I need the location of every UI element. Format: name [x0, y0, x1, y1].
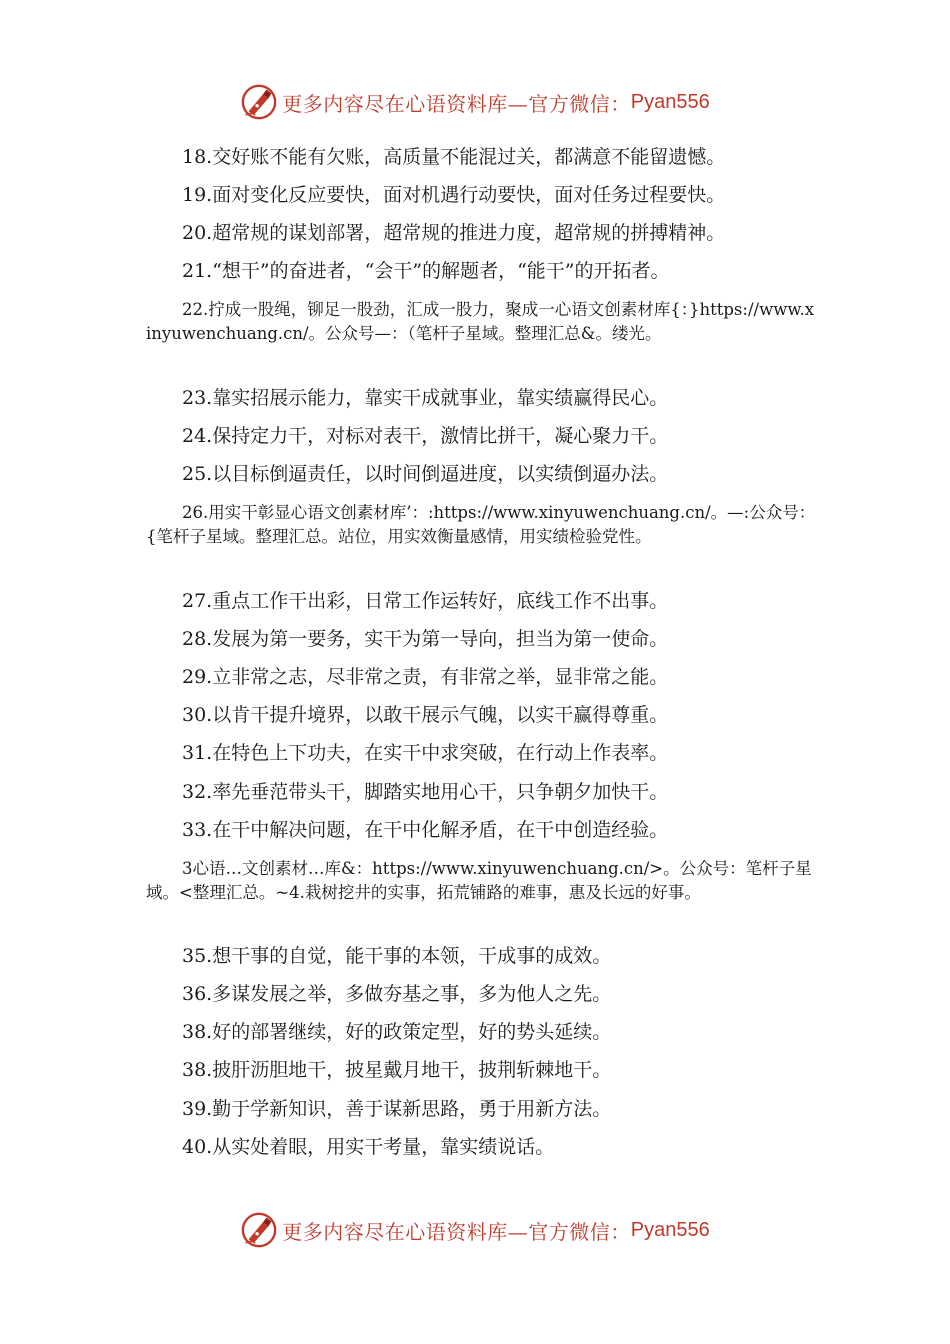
list-item: 35.想干事的自觉，能干事的本领，干成事的成效。	[182, 945, 612, 967]
list-item: 18.交好账不能有欠账，高质量不能混过关，都满意不能留遗憾。	[182, 146, 726, 168]
list-item: 36.多谋发展之举，多做夯基之事，多为他人之先。	[182, 983, 612, 1005]
list-item: 29.立非常之志，尽非常之责，有非常之举，显非常之能。	[182, 666, 669, 688]
list-item: 38.披肝沥胆地干，披星戴月地干，披荆斩棘地干。	[182, 1059, 612, 1081]
list-item: 25.以目标倒逼责任，以时间倒逼进度，以实绩倒逼办法。	[182, 463, 669, 485]
pen-nib-circle-icon	[240, 1211, 278, 1249]
list-item: 40.从实处着眼，用实干考量，靠实绩说话。	[182, 1136, 555, 1158]
list-item: 31.在特色上下功夫，在实干中求突破，在行动上作表率。	[182, 742, 669, 764]
list-item: 21.“想干”的奋进者，“会干”的解题者，“能干”的开拓者。	[182, 260, 670, 282]
list-item: 38.好的部署继续，好的政策定型，好的势头延续。	[182, 1021, 612, 1043]
list-item: 30.以肯干提升境界，以敢干展示气魄，以实干赢得尊重。	[182, 704, 669, 726]
pen-nib-circle-icon	[240, 83, 278, 121]
list-item: 26.用实干彰显心语文创素材库’：:https://www.xinyuwenchuang.cn/。—:公众号：{笔杆子星域。整理汇总。站位，用实效衡量感情，用实绩检验党性。	[146, 503, 816, 546]
list-item: 22.拧成一股绳，铆足一股劲，汇成一股力，聚成一心语文创素材库{：}https://www.xinyuwenchuang.cn/。公众号—：（笔杆子星域。整理汇总&。缕光。	[146, 300, 815, 343]
list-item: 32.率先垂范带头干，脚踏实地用心干，只争朝夕加快干。	[182, 781, 669, 803]
list-item: 19.面对变化反应要快，面对机遇行动要快，面对任务过程要快。	[182, 184, 726, 206]
banner-text: 更多内容尽在心语资料库—官方微信：	[282, 1219, 631, 1244]
banner-text: 更多内容尽在心语资料库—官方微信：	[282, 91, 631, 116]
list-item: 39.勤于学新知识，善于谋新思路，勇于用新方法。	[182, 1098, 612, 1120]
footer-banner	[0, 1208, 950, 1252]
list-item: 28.发展为第一要务，实干为第一导向，担当为第一使命。	[182, 628, 669, 650]
banner-wechat-id: Pyan556	[630, 1218, 710, 1241]
list-item: 23.靠实招展示能力，靠实干成就事业，靠实绩赢得民心。	[182, 387, 669, 409]
list-item: 27.重点工作干出彩，日常工作运转好，底线工作不出事。	[182, 590, 669, 612]
banner-wechat-id: Pyan556	[630, 90, 710, 113]
list-item: 3心语…文创素材…库&：https://www.xinyuwenchuang.cn/>。公众号：笔杆子星域。<整理汇总。~4.栽树挖井的实事，拓荒铺路的难事，惠及长远的好事。	[146, 859, 812, 902]
header-banner	[0, 80, 950, 124]
list-item: 20.超常规的谋划部署，超常规的推进力度，超常规的拼搏精神。	[182, 222, 726, 244]
list-item: 33.在干中解决问题，在干中化解矛盾，在干中创造经验。	[182, 819, 669, 841]
list-item: 24.保持定力干，对标对表干，激情比拼干，凝心聚力干。	[182, 425, 669, 447]
